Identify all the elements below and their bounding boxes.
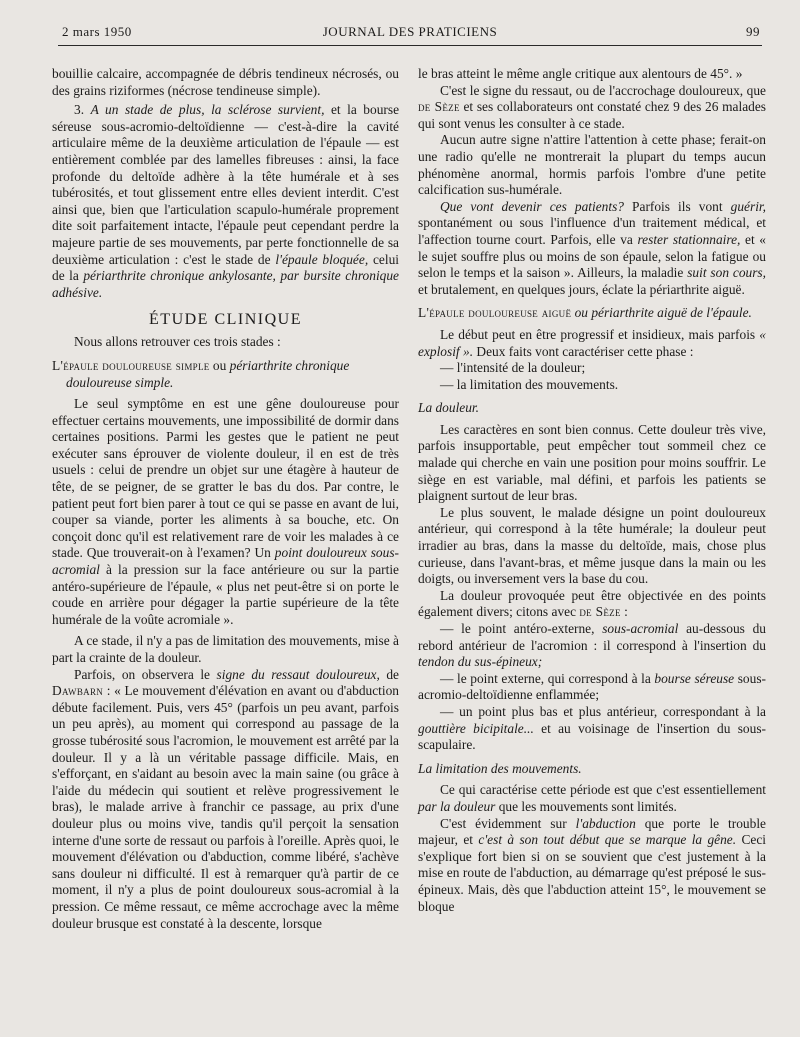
list-item bbox=[418, 377, 766, 394]
text: ou bbox=[209, 357, 230, 373]
emphasis: périarthrite chronique ankylosante, par bursite chronique adhésive. bbox=[52, 268, 399, 300]
small-caps-text: L'épaule douloureuse simple bbox=[52, 357, 210, 373]
text: spontanément ou sous l'influence d'un traitement médical, et l'affection tourne court. Parfois, elle va bbox=[418, 215, 766, 247]
emphasis: guérir, bbox=[730, 198, 766, 214]
text: Parfois ils vont bbox=[623, 198, 731, 214]
text: et ses collaborateurs ont constaté chez 9 des 26 malades qui sont venus les consulter à ce stade. bbox=[418, 99, 766, 131]
text: — le point externe, qui correspond à la bbox=[440, 670, 655, 686]
subheading bbox=[418, 761, 766, 778]
text: Aucun autre signe n'attire l'attention à cette phase; ferait-on une radio qu'elle ne montrerait la plupart du temps aucun phénomène anormal, hormis parfois l'ombre d'une petite calcification sus-humérale. bbox=[418, 132, 766, 198]
paragraph bbox=[52, 66, 399, 99]
paragraph bbox=[418, 199, 766, 299]
header-journal-title: JOURNAL DES PRATICIENS bbox=[322, 24, 498, 39]
list-item bbox=[418, 671, 766, 704]
text: Ceci s'explique fort bien si on se souvient que c'est justement à la mise en route de l'abduction, au démarrage qu'est préposé le sus-épineux. Mais, dès que l'abduction atteint 15°, le mouvement se bloque bbox=[418, 832, 766, 914]
emphasis: « explosif ». bbox=[418, 326, 766, 359]
paragraph bbox=[52, 334, 399, 351]
text: et « le sujet souffre plus ou moins de son épaule, selon la fatigue ou selon le temps et la saison ». Ailleurs, la maladie bbox=[418, 231, 766, 281]
text: sous-acromio-deltoïdienne enflammée; bbox=[418, 670, 766, 703]
paragraph bbox=[418, 588, 766, 621]
emphasis: tendon du sus-épineux; bbox=[418, 654, 543, 670]
text: que porte le trouble majeur, et bbox=[418, 815, 766, 848]
emphasis: par la douleur bbox=[418, 798, 496, 814]
author-name: de Sèze bbox=[579, 604, 621, 620]
text: Le plus souvent, le malade désigne un point douloureux antérieur, qui correspond à la tête humérale; la douleur peut irradier au bras, dans la masse du deltoïde, mais, chose plus curieuse, dans l'avant-bras, et même jusque dans la main ou les doigts, ou inversement vers la base du cou. bbox=[418, 504, 766, 587]
header-rule bbox=[58, 45, 762, 46]
text: C'est évidemment sur bbox=[440, 815, 576, 831]
small-caps-text: L'épaule douloureuse aiguë bbox=[418, 305, 572, 321]
paragraph bbox=[418, 422, 766, 505]
text: 3. bbox=[74, 102, 91, 118]
emphasis: Que vont devenir ces patients? bbox=[440, 198, 624, 214]
paragraph bbox=[418, 132, 766, 198]
text: Le seul symptôme en est une gêne douloureuse pour effectuer certains mouvements, une impossibilité de dormir dans certaines positions. Parmi les gestes que le patient ne peut exécuter sans éprouver de violente douleur, il en est de très usuels : celui de prendre un objet sur une étagère à hauteur de tête, de se peigner, de se gratter le bas du dos. Par contre, le patient peut fort bien parer à tout ce qui se passe en avant de lui, couper sa viande, porter les aliments à sa bouche, etc. On conçoit donc qu'il est relativement rare de voir les malades à ce stade. Que trouverait-on à l'examen? Un bbox=[52, 396, 399, 561]
paragraph bbox=[52, 396, 399, 628]
text: Nous allons retrouver ces trois stades : bbox=[74, 334, 281, 350]
list-item bbox=[418, 704, 766, 754]
emphasis: signe du ressaut douloureux, bbox=[216, 666, 380, 682]
paragraph bbox=[418, 327, 766, 360]
subheading bbox=[418, 400, 766, 417]
paragraph bbox=[52, 102, 399, 301]
emphasis: ou périarthrite aiguë de l'épaule. bbox=[571, 305, 752, 321]
text: Le début peut en être progressif et insidieux, mais parfois bbox=[440, 326, 760, 342]
text: au-dessous du rebord antérieur de l'acromion : il correspond à l'insertion du bbox=[418, 621, 766, 653]
section-heading: ÉTUDE CLINIQUE bbox=[149, 311, 302, 329]
paragraph bbox=[418, 66, 766, 83]
emphasis: c'est à son tout début que se marque la gêne. bbox=[478, 832, 737, 848]
emphasis: périarthrite chronique douloureuse simple. bbox=[66, 357, 350, 390]
paragraph bbox=[418, 505, 766, 588]
emphasis: La douleur. bbox=[418, 400, 480, 416]
text: La douleur provoquée peut être objectivée en des points également divers; citons avec bbox=[418, 587, 766, 620]
list-item bbox=[418, 360, 766, 377]
paragraph bbox=[418, 83, 766, 133]
text: bouillie calcaire, accompagnée de débris tendineux nécrosés, ou des grains riziformes (nécrose tendineuse simple). bbox=[52, 66, 399, 98]
text: : « Le mouvement d'élévation en avant ou d'abduction débute facilement. Puis, vers 45° (parfois un peu avant, parfois un peu après), au moment qui correspond au passage de la grosse tubérosité sous l'acromion, le mouvement est arrêté par la douleur. Il y a là un véritable passage difficile. Mais, en s'efforçant, en s'aidant au besoin avec la main saine (ou grâce à l'aide du médecin qui soutient et relève progressivement le bras), le malade arrive à franchir ce passage, au prix d'une douleur plus ou moins vive, tandis qu'il perçoit la sensation interne d'une sorte de ressaut ou parfois à l'oreille. Après quoi, le mouvement d'élévation ou d'abduction, comme libéré, s'achève sans douleur ni difficulté. Il est à remarquer qu'à partir de ce moment, il n'y a plus de point douloureux sous-acromial à la pression. Ce même ressaut, ce même accrochage avec la même douleur brusque est constaté à la descente, lorsque bbox=[52, 683, 399, 931]
text: A ce stade, il n'y a pas de limitation des mouvements, mise à part la crainte de la douleur. bbox=[52, 633, 399, 665]
emphasis: bourse séreuse bbox=[654, 670, 735, 686]
text: Deux faits vont caractériser cette phase : bbox=[473, 343, 694, 359]
emphasis: sous-acromial bbox=[602, 621, 679, 636]
header-page-number: 99 bbox=[746, 24, 760, 39]
subheading bbox=[418, 305, 766, 322]
text: celui de la bbox=[52, 251, 399, 284]
author-name: Dawbarn bbox=[52, 683, 104, 699]
text: C'est le signe du ressaut, ou de l'accrochage douloureux, que bbox=[440, 82, 766, 98]
text: — la limitation des mouvements. bbox=[440, 376, 619, 392]
text: Parfois, on observera le bbox=[74, 666, 217, 682]
text: et brutalement, en quelques jours, éclate la périarthrite aiguë. bbox=[418, 281, 745, 297]
text: Les caractères en sont bien connus. Cette douleur très vive, parfois insupportable, peut empêcher tout sommeil chez ce malade qui cherche en vain une position pour moins souffrir. Le siège en est variable, mal défini, et parfois les patients se plaignent surtout de leur bras. bbox=[418, 421, 766, 504]
text: que les mouvements sont limités. bbox=[495, 798, 677, 814]
text: : bbox=[620, 604, 628, 620]
left-column bbox=[52, 66, 399, 932]
header-date: 2 mars 1950 bbox=[62, 24, 132, 39]
emphasis: gouttière bicipitale... bbox=[418, 720, 534, 736]
text: — le point antéro-externe, bbox=[440, 621, 603, 636]
emphasis: La limitation des mouvements. bbox=[418, 760, 582, 776]
emphasis: point douloureux sous-acromial bbox=[52, 545, 399, 578]
paragraph bbox=[418, 816, 766, 916]
text: et au voisinage de l'insertion du sous-scapulaire. bbox=[418, 720, 766, 753]
right-column bbox=[418, 66, 766, 915]
emphasis: suit son cours, bbox=[687, 265, 766, 281]
emphasis: rester stationnaire, bbox=[637, 231, 741, 247]
text: — l'intensité de la douleur; bbox=[440, 360, 586, 376]
text: — un point plus bas et plus antérieur, correspondant à la bbox=[440, 703, 766, 719]
subheading bbox=[52, 358, 399, 391]
paragraph bbox=[418, 782, 766, 815]
text: et la bourse séreuse sous-acromio-deltoïdienne — c'est-à-dire la cavité articulaire même de la deuxième articulation de l'épaule — est entièrement comblée par des lamelles fibreuses : ainsi, la face profonde du deltoïde adhère à la tête humérale et à ses tubérosités, et tout glissement entre elles devient interdit. C'est ainsi que, bien que l'articulation scapulo-humérale proprement dite soit parfaitement intacte, l'épaule peut cependant perdre la majeure partie de ses mouvements, par perte fonctionnelle de sa deuxième articulation : c'est le stade de bbox=[52, 102, 400, 267]
emphasis: l'épaule bloquée, bbox=[275, 251, 369, 267]
list-item bbox=[418, 621, 766, 671]
text: de bbox=[379, 666, 400, 682]
text: à la pression sur la face antérieure ou sur la partie antéro-supérieure de l'épaule, « plus net peut-être si on porte le coude en arrière pour dégager la partie supérieure de la tête humérale de la voûte acromiale ». bbox=[52, 562, 399, 627]
author-name: de Sèze bbox=[418, 99, 460, 115]
page-header bbox=[58, 24, 762, 46]
paragraph bbox=[52, 633, 399, 666]
paragraph bbox=[52, 667, 399, 933]
emphasis: A un stade de plus, la sclérose survient, bbox=[90, 102, 325, 118]
text: Ce qui caractérise cette période est que c'est essentiellement bbox=[440, 782, 766, 798]
text: le bras atteint le même angle critique aux alentours de 45°. » bbox=[418, 66, 743, 81]
emphasis: l'abduction bbox=[575, 815, 636, 831]
